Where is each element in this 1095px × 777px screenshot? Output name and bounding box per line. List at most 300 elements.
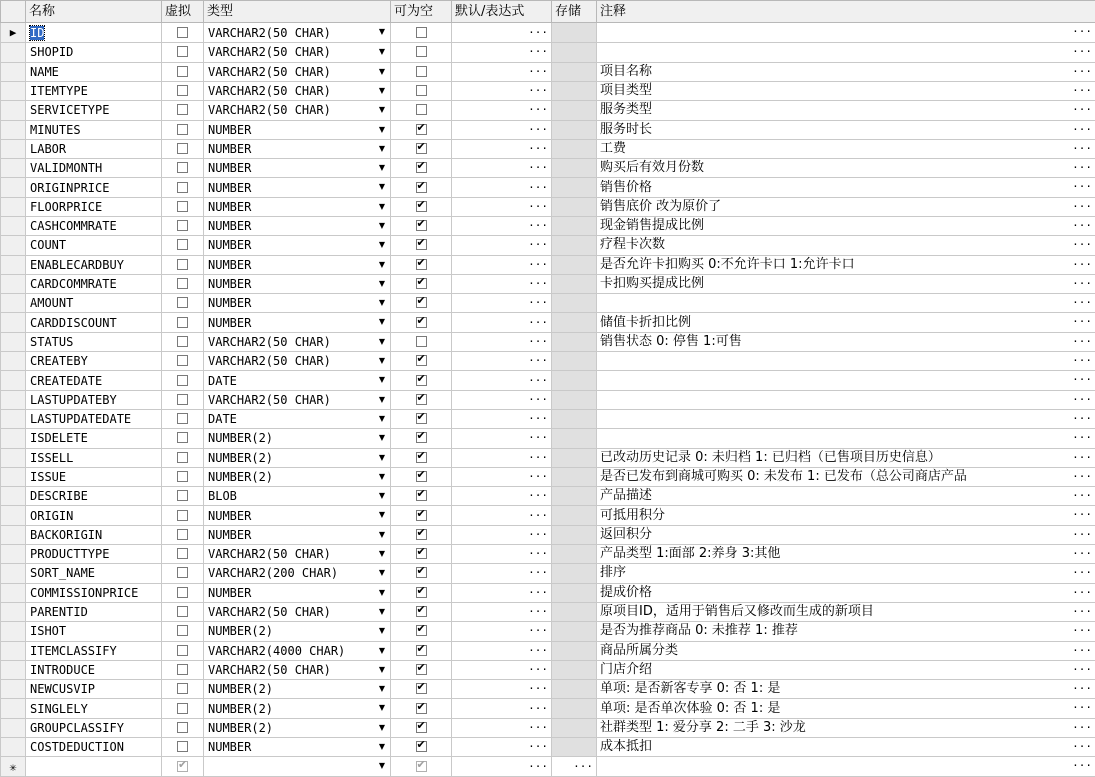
row-header[interactable] bbox=[1, 409, 26, 428]
default-expression-cell[interactable] bbox=[452, 62, 552, 81]
virtual-cell[interactable] bbox=[162, 699, 204, 718]
ellipsis-button-icon[interactable]: ··· bbox=[528, 508, 548, 522]
ellipsis-button-icon[interactable]: ··· bbox=[528, 84, 548, 98]
ellipsis-button-icon[interactable]: ··· bbox=[528, 489, 548, 503]
type-select[interactable] bbox=[204, 467, 391, 486]
ellipsis-button-icon[interactable]: ··· bbox=[1072, 25, 1092, 38]
virtual-cell[interactable] bbox=[162, 255, 204, 274]
column-name-cell[interactable] bbox=[26, 641, 162, 660]
type-select[interactable] bbox=[204, 371, 391, 390]
column-name-cell[interactable] bbox=[26, 23, 162, 43]
ellipsis-button-icon[interactable]: ··· bbox=[1072, 411, 1092, 425]
virtual-cell[interactable] bbox=[162, 525, 204, 544]
nullable-checkbox[interactable] bbox=[416, 741, 427, 752]
ellipsis-button-icon[interactable]: ··· bbox=[528, 122, 548, 136]
nullable-cell[interactable] bbox=[391, 62, 452, 81]
comment-cell[interactable] bbox=[597, 738, 1095, 757]
comment-cell[interactable] bbox=[597, 178, 1095, 197]
virtual-checkbox[interactable] bbox=[177, 490, 188, 501]
nullable-cell[interactable] bbox=[391, 564, 452, 583]
table-row[interactable] bbox=[1, 101, 1095, 120]
ellipsis-button-icon[interactable]: ··· bbox=[1072, 276, 1092, 290]
nullable-cell[interactable] bbox=[391, 178, 452, 197]
dropdown-arrow-icon[interactable]: ▼ bbox=[378, 413, 385, 423]
header-stored[interactable]: 存储 bbox=[552, 1, 597, 23]
row-header[interactable] bbox=[1, 448, 26, 467]
comment-cell[interactable] bbox=[597, 294, 1095, 313]
nullable-checkbox[interactable] bbox=[416, 587, 427, 598]
table-row[interactable] bbox=[1, 602, 1095, 621]
type-select[interactable] bbox=[204, 602, 391, 621]
virtual-checkbox[interactable] bbox=[177, 375, 188, 386]
comment-cell[interactable] bbox=[597, 216, 1095, 235]
row-header[interactable] bbox=[1, 43, 26, 62]
table-row[interactable] bbox=[1, 467, 1095, 486]
table-row[interactable] bbox=[1, 236, 1095, 255]
dropdown-arrow-icon[interactable]: ▼ bbox=[378, 433, 385, 443]
ellipsis-button-icon[interactable]: ··· bbox=[1072, 199, 1092, 213]
comment-cell[interactable] bbox=[597, 622, 1095, 641]
ellipsis-button-icon[interactable]: ··· bbox=[1072, 45, 1092, 59]
nullable-checkbox[interactable] bbox=[416, 355, 427, 366]
comment-cell[interactable] bbox=[597, 274, 1095, 293]
header-virtual[interactable]: 虚拟 bbox=[162, 1, 204, 23]
ellipsis-button-icon[interactable]: ··· bbox=[528, 25, 548, 39]
ellipsis-button-icon[interactable]: ··· bbox=[1072, 682, 1092, 696]
default-expression-cell[interactable] bbox=[452, 101, 552, 120]
type-select[interactable] bbox=[204, 120, 391, 139]
virtual-cell[interactable] bbox=[162, 294, 204, 313]
virtual-checkbox[interactable] bbox=[177, 394, 188, 405]
row-header[interactable] bbox=[1, 313, 26, 332]
comment-cell[interactable] bbox=[597, 718, 1095, 737]
nullable-checkbox[interactable] bbox=[416, 645, 427, 656]
type-select[interactable] bbox=[204, 448, 391, 467]
ellipsis-button-icon[interactable]: ··· bbox=[528, 296, 548, 310]
ellipsis-button-icon[interactable]: ··· bbox=[1072, 392, 1092, 406]
table-row[interactable] bbox=[1, 294, 1095, 313]
type-select[interactable] bbox=[204, 274, 391, 293]
ellipsis-button-icon[interactable]: ··· bbox=[1072, 566, 1092, 580]
nullable-checkbox[interactable] bbox=[416, 664, 427, 675]
dropdown-arrow-icon[interactable]: ▼ bbox=[378, 182, 385, 192]
virtual-checkbox[interactable] bbox=[177, 606, 188, 617]
nullable-cell[interactable] bbox=[391, 429, 452, 448]
nullable-cell[interactable] bbox=[391, 216, 452, 235]
comment-cell[interactable] bbox=[597, 236, 1095, 255]
nullable-checkbox[interactable] bbox=[416, 490, 427, 501]
ellipsis-button-icon[interactable]: ··· bbox=[528, 662, 548, 676]
nullable-cell[interactable] bbox=[391, 602, 452, 621]
type-select[interactable] bbox=[204, 294, 391, 313]
nullable-cell[interactable] bbox=[391, 583, 452, 602]
type-select[interactable] bbox=[204, 390, 391, 409]
row-header[interactable] bbox=[1, 178, 26, 197]
row-header[interactable] bbox=[1, 680, 26, 699]
dropdown-arrow-icon[interactable]: ▼ bbox=[378, 201, 385, 211]
virtual-cell[interactable] bbox=[162, 602, 204, 621]
row-header[interactable] bbox=[1, 467, 26, 486]
ellipsis-button-icon[interactable]: ··· bbox=[1072, 585, 1092, 599]
nullable-checkbox[interactable] bbox=[416, 297, 427, 308]
nullable-checkbox[interactable] bbox=[416, 162, 427, 173]
nullable-cell[interactable] bbox=[391, 680, 452, 699]
nullable-checkbox[interactable] bbox=[416, 606, 427, 617]
ellipsis-button-icon[interactable]: ··· bbox=[1072, 83, 1092, 97]
comment-cell[interactable] bbox=[597, 81, 1095, 100]
dropdown-arrow-icon[interactable]: ▼ bbox=[378, 317, 385, 327]
nullable-cell[interactable] bbox=[391, 197, 452, 216]
default-expression-cell[interactable] bbox=[452, 602, 552, 621]
column-name-cell[interactable] bbox=[26, 660, 162, 679]
dropdown-arrow-icon[interactable]: ▼ bbox=[378, 124, 385, 134]
column-name-cell[interactable] bbox=[26, 120, 162, 139]
ellipsis-button-icon[interactable]: ··· bbox=[528, 334, 548, 348]
column-name-cell[interactable] bbox=[26, 81, 162, 100]
type-select[interactable] bbox=[204, 545, 391, 564]
ellipsis-button-icon[interactable]: ··· bbox=[1072, 662, 1092, 676]
ellipsis-button-icon[interactable]: ··· bbox=[528, 257, 548, 271]
type-select[interactable] bbox=[204, 23, 391, 43]
row-header[interactable] bbox=[1, 525, 26, 544]
table-row[interactable] bbox=[1, 274, 1095, 293]
column-name-cell[interactable] bbox=[26, 448, 162, 467]
default-expression-cell[interactable] bbox=[452, 757, 552, 777]
nullable-checkbox[interactable] bbox=[416, 529, 427, 540]
column-name-cell[interactable] bbox=[26, 197, 162, 216]
virtual-checkbox[interactable] bbox=[177, 683, 188, 694]
nullable-checkbox[interactable] bbox=[416, 375, 427, 386]
default-expression-cell[interactable] bbox=[452, 159, 552, 178]
column-name-cell[interactable] bbox=[26, 390, 162, 409]
nullable-checkbox[interactable] bbox=[416, 432, 427, 443]
virtual-cell[interactable] bbox=[162, 583, 204, 602]
comment-cell[interactable] bbox=[597, 352, 1095, 371]
column-name-cell[interactable] bbox=[26, 583, 162, 602]
virtual-cell[interactable] bbox=[162, 139, 204, 158]
column-name-cell[interactable] bbox=[26, 525, 162, 544]
comment-cell[interactable] bbox=[597, 139, 1095, 158]
default-expression-cell[interactable] bbox=[452, 313, 552, 332]
virtual-checkbox[interactable] bbox=[177, 124, 188, 135]
table-row[interactable] bbox=[1, 641, 1095, 660]
row-header[interactable] bbox=[1, 583, 26, 602]
comment-cell[interactable] bbox=[597, 332, 1095, 351]
ellipsis-button-icon[interactable]: ··· bbox=[1072, 218, 1092, 232]
table-row[interactable] bbox=[1, 390, 1095, 409]
nullable-cell[interactable] bbox=[391, 467, 452, 486]
ellipsis-button-icon[interactable]: ··· bbox=[528, 431, 548, 445]
column-name-cell[interactable] bbox=[26, 409, 162, 428]
nullable-checkbox[interactable] bbox=[416, 394, 427, 405]
nullable-checkbox[interactable] bbox=[416, 336, 427, 347]
nullable-checkbox[interactable] bbox=[416, 66, 427, 77]
ellipsis-button-icon[interactable]: ··· bbox=[528, 624, 548, 638]
dropdown-arrow-icon[interactable]: ▼ bbox=[378, 298, 385, 308]
column-name-cell[interactable] bbox=[26, 313, 162, 332]
ellipsis-button-icon[interactable]: ··· bbox=[1072, 720, 1092, 734]
virtual-cell[interactable] bbox=[162, 680, 204, 699]
nullable-cell[interactable] bbox=[391, 487, 452, 506]
ellipsis-button-icon[interactable]: ··· bbox=[528, 141, 548, 155]
header-default[interactable]: 默认/表达式 bbox=[452, 1, 552, 23]
virtual-cell[interactable] bbox=[162, 506, 204, 525]
comment-cell[interactable] bbox=[597, 23, 1095, 43]
dropdown-arrow-icon[interactable]: ▼ bbox=[378, 27, 385, 36]
nullable-cell[interactable] bbox=[391, 448, 452, 467]
ellipsis-button-icon[interactable]: ··· bbox=[528, 682, 548, 696]
type-select[interactable] bbox=[204, 699, 391, 718]
ellipsis-button-icon[interactable]: ··· bbox=[528, 547, 548, 561]
default-expression-cell[interactable] bbox=[452, 23, 552, 43]
nullable-checkbox[interactable] bbox=[416, 46, 427, 57]
comment-cell[interactable] bbox=[597, 101, 1095, 120]
row-header[interactable] bbox=[1, 699, 26, 718]
default-expression-cell[interactable] bbox=[452, 525, 552, 544]
virtual-cell[interactable] bbox=[162, 62, 204, 81]
virtual-checkbox[interactable] bbox=[177, 471, 188, 482]
virtual-checkbox[interactable] bbox=[177, 625, 188, 636]
ellipsis-button-icon[interactable]: ··· bbox=[1072, 122, 1092, 136]
nullable-checkbox[interactable] bbox=[416, 201, 427, 212]
default-expression-cell[interactable] bbox=[452, 738, 552, 757]
dropdown-arrow-icon[interactable]: ▼ bbox=[378, 259, 385, 269]
table-row[interactable] bbox=[1, 429, 1095, 448]
table-row[interactable] bbox=[1, 352, 1095, 371]
column-name-cell[interactable] bbox=[26, 602, 162, 621]
ellipsis-button-icon[interactable]: ··· bbox=[528, 238, 548, 252]
nullable-checkbox[interactable] bbox=[416, 239, 427, 250]
dropdown-arrow-icon[interactable]: ▼ bbox=[378, 491, 385, 501]
ellipsis-button-icon[interactable]: ··· bbox=[1072, 141, 1092, 155]
virtual-checkbox[interactable] bbox=[177, 259, 188, 270]
virtual-cell[interactable] bbox=[162, 236, 204, 255]
ellipsis-button-icon[interactable]: ··· bbox=[1072, 527, 1092, 541]
nullable-cell[interactable] bbox=[391, 409, 452, 428]
column-name-cell[interactable] bbox=[26, 564, 162, 583]
comment-cell[interactable] bbox=[597, 506, 1095, 525]
type-select[interactable] bbox=[204, 178, 391, 197]
virtual-cell[interactable] bbox=[162, 313, 204, 332]
nullable-checkbox[interactable] bbox=[416, 27, 427, 38]
nullable-cell[interactable] bbox=[391, 371, 452, 390]
nullable-cell[interactable] bbox=[391, 274, 452, 293]
row-header[interactable] bbox=[1, 371, 26, 390]
type-select[interactable] bbox=[204, 352, 391, 371]
nullable-cell[interactable] bbox=[391, 699, 452, 718]
ellipsis-button-icon[interactable]: ··· bbox=[1072, 643, 1092, 657]
nullable-checkbox[interactable] bbox=[416, 625, 427, 636]
table-row[interactable] bbox=[1, 120, 1095, 139]
default-expression-cell[interactable] bbox=[452, 236, 552, 255]
nullable-checkbox[interactable] bbox=[416, 182, 427, 193]
nullable-cell[interactable] bbox=[391, 159, 452, 178]
virtual-checkbox[interactable] bbox=[177, 220, 188, 231]
dropdown-arrow-icon[interactable]: ▼ bbox=[378, 47, 385, 57]
virtual-checkbox[interactable] bbox=[177, 85, 188, 96]
virtual-checkbox[interactable] bbox=[177, 587, 188, 598]
virtual-cell[interactable] bbox=[162, 23, 204, 43]
nullable-checkbox[interactable] bbox=[416, 452, 427, 463]
ellipsis-button-icon[interactable]: ··· bbox=[1072, 489, 1092, 503]
type-select[interactable] bbox=[204, 757, 391, 777]
virtual-checkbox[interactable] bbox=[177, 46, 188, 57]
nullable-cell[interactable] bbox=[391, 525, 452, 544]
ellipsis-button-icon[interactable]: ··· bbox=[528, 219, 548, 233]
header-nullable[interactable]: 可为空 bbox=[391, 1, 452, 23]
ellipsis-button-icon[interactable]: ··· bbox=[1072, 431, 1092, 445]
row-header[interactable] bbox=[1, 62, 26, 81]
column-name-cell[interactable] bbox=[26, 718, 162, 737]
table-row[interactable] bbox=[1, 216, 1095, 235]
virtual-checkbox[interactable] bbox=[177, 432, 188, 443]
table-row[interactable] bbox=[1, 159, 1095, 178]
dropdown-arrow-icon[interactable]: ▼ bbox=[378, 66, 385, 76]
ellipsis-button-icon[interactable]: ··· bbox=[1072, 103, 1092, 117]
ellipsis-button-icon[interactable]: ··· bbox=[1072, 180, 1092, 194]
virtual-checkbox[interactable] bbox=[177, 413, 188, 424]
virtual-checkbox[interactable] bbox=[177, 703, 188, 714]
ellipsis-button-icon[interactable]: ··· bbox=[528, 605, 548, 619]
ellipsis-button-icon[interactable]: ··· bbox=[573, 759, 593, 773]
nullable-cell[interactable] bbox=[391, 660, 452, 679]
dropdown-arrow-icon[interactable]: ▼ bbox=[378, 645, 385, 655]
column-name-cell[interactable] bbox=[26, 101, 162, 120]
column-name-cell[interactable] bbox=[26, 159, 162, 178]
virtual-checkbox[interactable] bbox=[177, 297, 188, 308]
type-select[interactable] bbox=[204, 641, 391, 660]
default-expression-cell[interactable] bbox=[452, 197, 552, 216]
row-header[interactable] bbox=[1, 506, 26, 525]
ellipsis-button-icon[interactable]: ··· bbox=[1072, 701, 1092, 715]
virtual-cell[interactable] bbox=[162, 274, 204, 293]
type-select[interactable] bbox=[204, 101, 391, 120]
comment-cell[interactable] bbox=[597, 409, 1095, 428]
virtual-cell[interactable] bbox=[162, 641, 204, 660]
row-header[interactable] bbox=[1, 660, 26, 679]
nullable-cell[interactable] bbox=[391, 641, 452, 660]
dropdown-arrow-icon[interactable]: ▼ bbox=[378, 356, 385, 366]
ellipsis-button-icon[interactable]: ··· bbox=[1072, 315, 1092, 329]
ellipsis-button-icon[interactable]: ··· bbox=[528, 450, 548, 464]
nullable-cell[interactable] bbox=[391, 43, 452, 62]
nullable-checkbox[interactable] bbox=[416, 278, 427, 289]
default-expression-cell[interactable] bbox=[452, 274, 552, 293]
table-row[interactable] bbox=[1, 525, 1095, 544]
comment-cell[interactable] bbox=[597, 525, 1095, 544]
virtual-checkbox[interactable] bbox=[177, 529, 188, 540]
row-header[interactable] bbox=[1, 236, 26, 255]
column-name-cell[interactable] bbox=[26, 738, 162, 757]
nullable-checkbox[interactable] bbox=[416, 683, 427, 694]
table-row[interactable] bbox=[1, 409, 1095, 428]
ellipsis-button-icon[interactable]: ··· bbox=[528, 759, 548, 773]
row-header[interactable] bbox=[1, 602, 26, 621]
comment-cell[interactable] bbox=[597, 564, 1095, 583]
virtual-cell[interactable] bbox=[162, 429, 204, 448]
nullable-checkbox[interactable] bbox=[416, 259, 427, 270]
ellipsis-button-icon[interactable]: ··· bbox=[1072, 740, 1092, 753]
comment-cell[interactable] bbox=[597, 583, 1095, 602]
virtual-checkbox[interactable] bbox=[177, 336, 188, 347]
new-row[interactable] bbox=[1, 757, 1095, 777]
ellipsis-button-icon[interactable]: ··· bbox=[528, 180, 548, 194]
default-expression-cell[interactable] bbox=[452, 448, 552, 467]
dropdown-arrow-icon[interactable]: ▼ bbox=[378, 471, 385, 481]
type-select[interactable] bbox=[204, 429, 391, 448]
ellipsis-button-icon[interactable]: ··· bbox=[1072, 161, 1092, 175]
comment-cell[interactable] bbox=[597, 467, 1095, 486]
type-select[interactable] bbox=[204, 660, 391, 679]
virtual-checkbox[interactable] bbox=[177, 239, 188, 250]
row-header[interactable] bbox=[1, 545, 26, 564]
ellipsis-button-icon[interactable]: ··· bbox=[528, 566, 548, 580]
default-expression-cell[interactable] bbox=[452, 371, 552, 390]
row-header[interactable] bbox=[1, 487, 26, 506]
nullable-cell[interactable] bbox=[391, 352, 452, 371]
type-select[interactable] bbox=[204, 216, 391, 235]
virtual-checkbox[interactable] bbox=[177, 548, 188, 559]
nullable-cell[interactable] bbox=[391, 236, 452, 255]
default-expression-cell[interactable] bbox=[452, 660, 552, 679]
nullable-cell[interactable] bbox=[391, 545, 452, 564]
virtual-checkbox[interactable] bbox=[177, 182, 188, 193]
table-row[interactable] bbox=[1, 313, 1095, 332]
comment-cell[interactable] bbox=[597, 641, 1095, 660]
row-header[interactable] bbox=[1, 622, 26, 641]
virtual-cell[interactable] bbox=[162, 564, 204, 583]
comment-cell[interactable] bbox=[597, 371, 1095, 390]
ellipsis-button-icon[interactable]: ··· bbox=[528, 45, 548, 59]
table-row[interactable] bbox=[1, 699, 1095, 718]
nullable-cell[interactable] bbox=[391, 101, 452, 120]
virtual-checkbox[interactable] bbox=[177, 162, 188, 173]
table-row[interactable] bbox=[1, 680, 1095, 699]
default-expression-cell[interactable] bbox=[452, 352, 552, 371]
column-name-cell[interactable] bbox=[26, 274, 162, 293]
default-expression-cell[interactable] bbox=[452, 699, 552, 718]
dropdown-arrow-icon[interactable]: ▼ bbox=[378, 549, 385, 559]
ellipsis-button-icon[interactable]: ··· bbox=[528, 643, 548, 657]
virtual-checkbox[interactable] bbox=[177, 567, 188, 578]
stored-cell[interactable] bbox=[552, 757, 597, 777]
table-row[interactable] bbox=[1, 660, 1095, 679]
type-select[interactable] bbox=[204, 332, 391, 351]
row-header[interactable] bbox=[1, 564, 26, 583]
dropdown-arrow-icon[interactable]: ▼ bbox=[378, 452, 385, 462]
table-row[interactable] bbox=[1, 564, 1095, 583]
type-select[interactable] bbox=[204, 81, 391, 100]
virtual-cell[interactable] bbox=[162, 448, 204, 467]
table-row[interactable] bbox=[1, 545, 1095, 564]
default-expression-cell[interactable] bbox=[452, 409, 552, 428]
nullable-checkbox[interactable] bbox=[416, 471, 427, 482]
virtual-cell[interactable] bbox=[162, 43, 204, 62]
default-expression-cell[interactable] bbox=[452, 718, 552, 737]
dropdown-arrow-icon[interactable]: ▼ bbox=[378, 664, 385, 674]
dropdown-arrow-icon[interactable]: ▼ bbox=[378, 529, 385, 539]
ellipsis-button-icon[interactable]: ··· bbox=[1072, 604, 1092, 618]
column-name-cell[interactable] bbox=[26, 622, 162, 641]
virtual-cell[interactable] bbox=[162, 120, 204, 139]
dropdown-arrow-icon[interactable]: ▼ bbox=[378, 105, 385, 115]
row-header[interactable] bbox=[1, 197, 26, 216]
ellipsis-button-icon[interactable]: ··· bbox=[1072, 354, 1092, 368]
dropdown-arrow-icon[interactable]: ▼ bbox=[378, 240, 385, 250]
comment-cell[interactable] bbox=[597, 487, 1095, 506]
row-header[interactable] bbox=[1, 255, 26, 274]
virtual-cell[interactable] bbox=[162, 159, 204, 178]
